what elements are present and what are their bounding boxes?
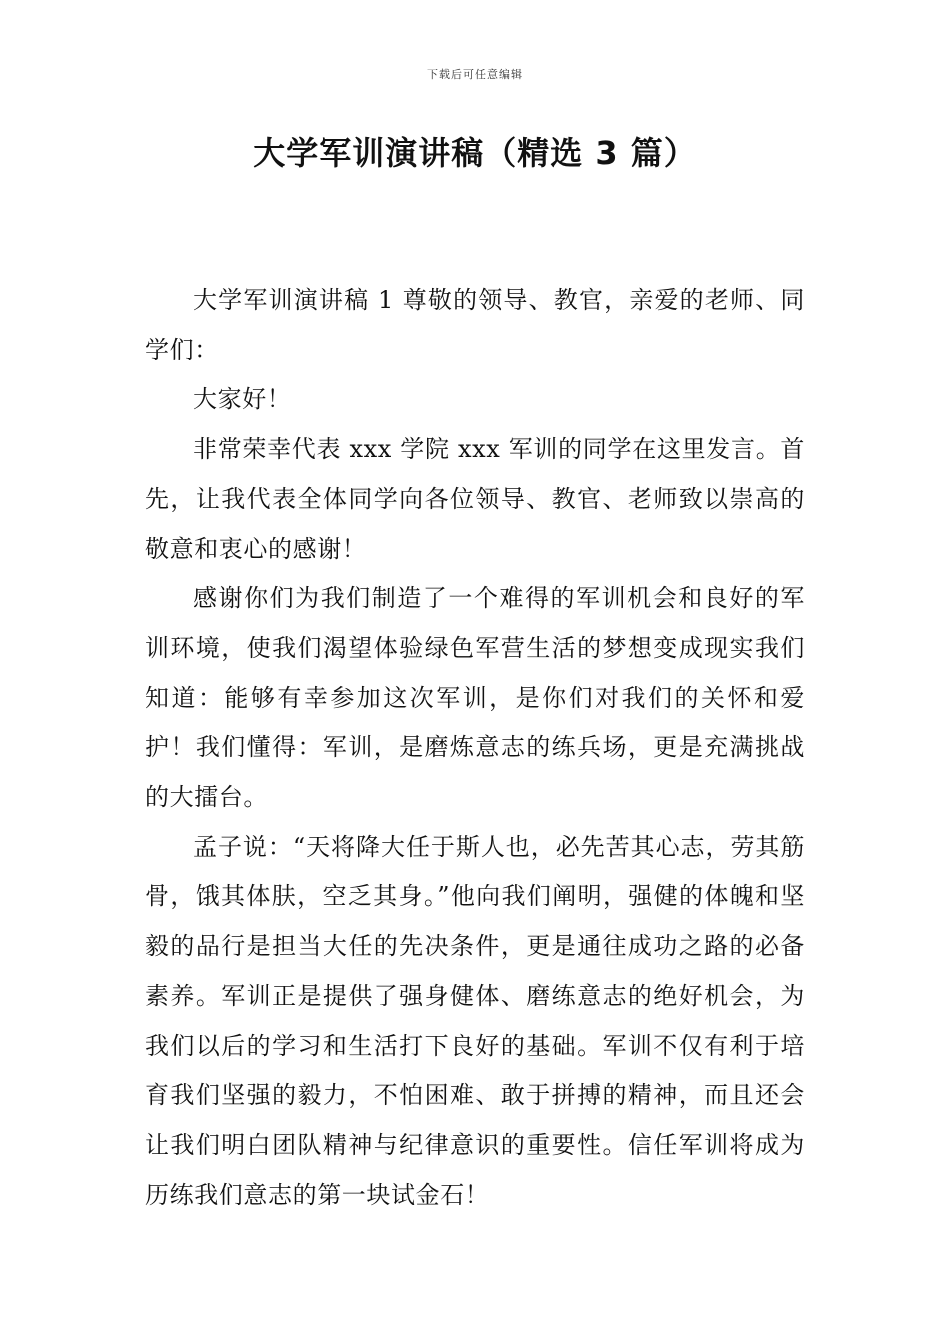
page-header-note: 下载后可任意编辑 (427, 68, 523, 81)
paragraph-mencius: 孟子说：“天将降大任于斯人也，必先苦其心志，劳其筋骨，饿其体肤，空乏其身。”他向我们阐明，强健的体魄和坚毅的品行是担当大任的先决条件，更是通往成功之路的必备素养。军训正是提供了强身健体、磨练意志的绝好机会，为我们以后的学习和生活打下良好的基础。军训不仅有利于培育我们坚强的毅力，不怕困难、敢于拼搏的精神，而且还会让我们明白团队精神与纪律意识的重要性。信任军训将成为历练我们意志的第一块试金石！ (145, 832, 805, 1209)
paragraph-salutation: 大学军训演讲稿 1 尊敬的领导、教官，亲爱的老师、同学们： (145, 286, 805, 364)
paragraph-thanks: 非常荣幸代表 xxx 学院 xxx 军训的同学在这里发言。首先，让我代表全体同学向各位领导、教官、老师致以崇高的敬意和衷心的感谢！ (145, 435, 805, 563)
document-body (145, 276, 805, 1220)
paragraph-greeting: 大家好！ (193, 385, 292, 414)
paragraph-gratitude: 感谢你们为我们制造了一个难得的军训机会和良好的军训环境，使我们渴望体验绿色军营生活的梦想变成现实我们知道：能够有幸参加这次军训，是你们对我们的关怀和爱护！我们懂得：军训，是磨炼意志的练兵场，更是充满挑战的大擂台。 (145, 584, 805, 812)
document-title: 大学军训演讲稿（精选 3 篇） (253, 134, 697, 172)
